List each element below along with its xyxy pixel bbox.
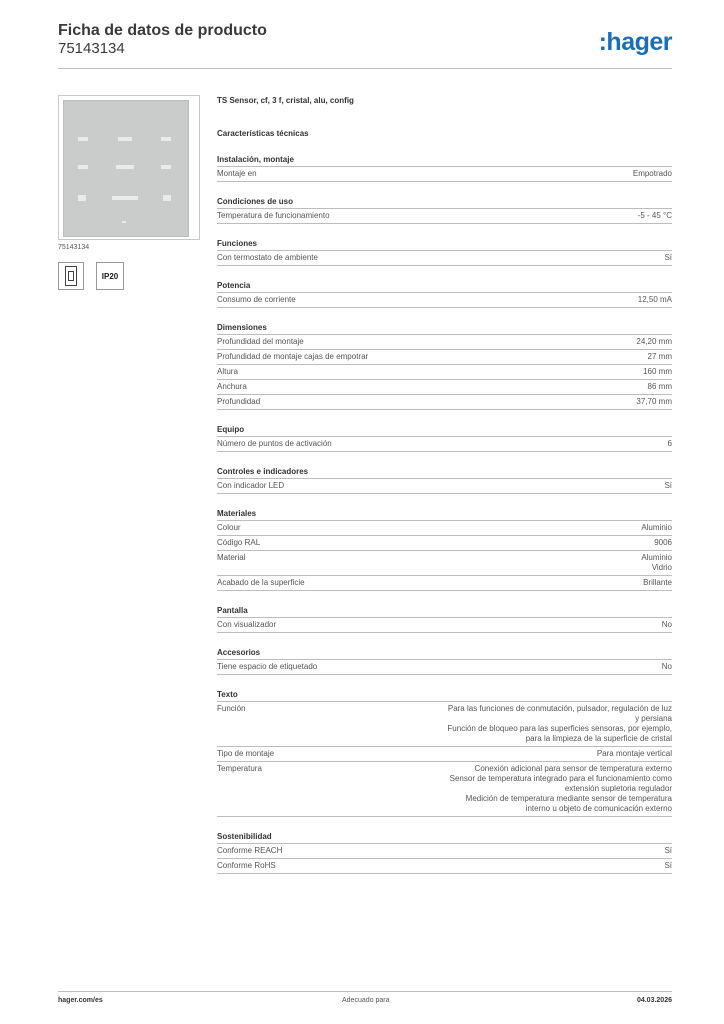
section-title: Condiciones de uso <box>217 195 672 209</box>
spec-row <box>217 536 672 551</box>
spec-section <box>217 646 672 675</box>
section-title: Controles e indicadores <box>217 465 672 479</box>
spec-label: Profundidad <box>217 397 261 406</box>
spec-value: 27 mm <box>647 352 672 361</box>
spec-label: Con termostato de ambiente <box>217 253 318 262</box>
spec-value: Conexión adicional para sensor de temperatura externo Sensor de temperatura integrado para el funcionamiento como extensión supletoria regulador Medición de temperatura mediante sensor de temperatura interno u objeto de comunicación externo <box>449 764 672 813</box>
section-title: Instalación, montaje <box>217 153 672 167</box>
page-header <box>58 22 672 68</box>
spec-row <box>217 618 672 633</box>
product-name: TS Sensor, cf, 3 f, cristal, alu, config <box>217 96 354 105</box>
section-title: Accesorios <box>217 646 672 660</box>
footer-date: 04.03.2026 <box>636 997 672 1004</box>
spec-label: Anchura <box>217 382 247 391</box>
spec-row <box>217 365 672 380</box>
spec-label: Código RAL <box>217 538 261 547</box>
section-title: Pantalla <box>217 604 672 618</box>
spec-value: 24,20 mm <box>636 337 672 346</box>
section-title: Equipo <box>217 423 672 437</box>
spec-label: Con visualizador <box>217 620 277 629</box>
footer-suitable-for: Adecuado para <box>342 997 390 1004</box>
spec-value: Aluminio Vidrio <box>641 553 672 572</box>
section-title: Potencia <box>217 279 672 293</box>
spec-title: Características técnicas <box>217 129 309 138</box>
spec-row <box>217 551 672 576</box>
spec-value: 37,70 mm <box>636 397 672 406</box>
spec-row <box>217 167 672 182</box>
spec-section <box>217 195 672 224</box>
spec-value: 12,50 mA <box>637 295 672 304</box>
spec-section <box>217 279 672 308</box>
spec-value: 6 <box>667 439 672 448</box>
spec-label: Acabado de la superficie <box>217 578 305 587</box>
spec-row <box>217 660 672 675</box>
spec-value: Empotrado <box>632 169 672 178</box>
spec-row <box>217 747 672 762</box>
hager-logo: :hager <box>598 28 672 56</box>
spec-section <box>217 465 672 494</box>
spec-sections <box>217 153 672 874</box>
spec-label: Temperatura <box>217 764 262 773</box>
spec-label: Conforme RoHS <box>217 861 276 870</box>
spec-value: Sí <box>664 846 672 855</box>
spec-row <box>217 521 672 536</box>
spec-value: 9006 <box>654 538 672 547</box>
spec-label: Conforme REACH <box>217 846 283 855</box>
spec-value: Aluminio <box>641 523 672 532</box>
product-reference-header: 75143134 <box>58 40 125 57</box>
spec-row <box>217 844 672 859</box>
spec-row <box>217 702 672 747</box>
spec-row <box>217 251 672 266</box>
header-divider <box>58 68 672 69</box>
section-title: Funciones <box>217 237 672 251</box>
spec-row <box>217 395 672 410</box>
spec-section <box>217 604 672 633</box>
technical-specifications <box>217 94 672 874</box>
spec-value: Sí <box>664 861 672 870</box>
spec-row <box>217 293 672 308</box>
spec-row <box>217 209 672 224</box>
spec-section <box>217 830 672 874</box>
footer-divider <box>58 991 672 992</box>
section-title: Texto <box>217 688 672 702</box>
spec-label: Profundidad del montaje <box>217 337 304 346</box>
spec-row <box>217 380 672 395</box>
page-title: Ficha de datos de producto <box>58 22 267 39</box>
product-image <box>58 95 200 240</box>
spec-value: -5 - 45 °C <box>637 211 672 220</box>
sensor-device-image <box>63 100 189 237</box>
spec-value: 160 mm <box>643 367 672 376</box>
spec-value: Para montaje vertical <box>596 749 672 758</box>
spec-section <box>217 507 672 591</box>
spec-label: Profundidad de montaje cajas de empotrar <box>217 352 369 361</box>
section-title: Sostenibilidad <box>217 830 672 844</box>
spec-value: Sí <box>664 481 672 490</box>
flush-mount-icon <box>58 262 84 290</box>
spec-label: Material <box>217 553 246 562</box>
spec-section <box>217 688 672 817</box>
spec-row <box>217 576 672 591</box>
spec-label: Con indicador LED <box>217 481 285 490</box>
section-title: Dimensiones <box>217 321 672 335</box>
footer-website[interactable]: hager.com/es <box>58 997 103 1004</box>
spec-row <box>217 479 672 494</box>
spec-value: No <box>661 662 672 671</box>
ip20-icon: IP20 <box>96 262 124 290</box>
spec-label: Número de puntos de activación <box>217 439 332 448</box>
spec-row <box>217 762 672 817</box>
spec-row <box>217 350 672 365</box>
spec-value: Para las funciones de conmutación, pulsador, regulación de luz y persiana Función de bloqueo para las superficies sensoras, por ejemplo, para la limpieza de la superficie de cristal <box>447 704 672 743</box>
spec-row <box>217 859 672 874</box>
spec-section <box>217 423 672 452</box>
spec-label: Colour <box>217 523 241 532</box>
section-title: Materiales <box>217 507 672 521</box>
spec-value: Brillante <box>643 578 672 587</box>
spec-row <box>217 437 672 452</box>
spec-label: Altura <box>217 367 238 376</box>
spec-value: Sí <box>664 253 672 262</box>
spec-section <box>217 321 672 410</box>
spec-section <box>217 237 672 266</box>
spec-label: Tipo de montaje <box>217 749 275 758</box>
spec-label: Función <box>217 704 246 713</box>
spec-label: Consumo de corriente <box>217 295 296 304</box>
spec-section <box>217 153 672 182</box>
spec-label: Temperatura de funcionamiento <box>217 211 330 220</box>
product-reference: 75143134 <box>58 244 90 251</box>
spec-label: Tiene espacio de etiquetado <box>217 662 318 671</box>
spec-row <box>217 335 672 350</box>
spec-value: 86 mm <box>647 382 672 391</box>
spec-value: No <box>661 620 672 629</box>
spec-label: Montaje en <box>217 169 257 178</box>
